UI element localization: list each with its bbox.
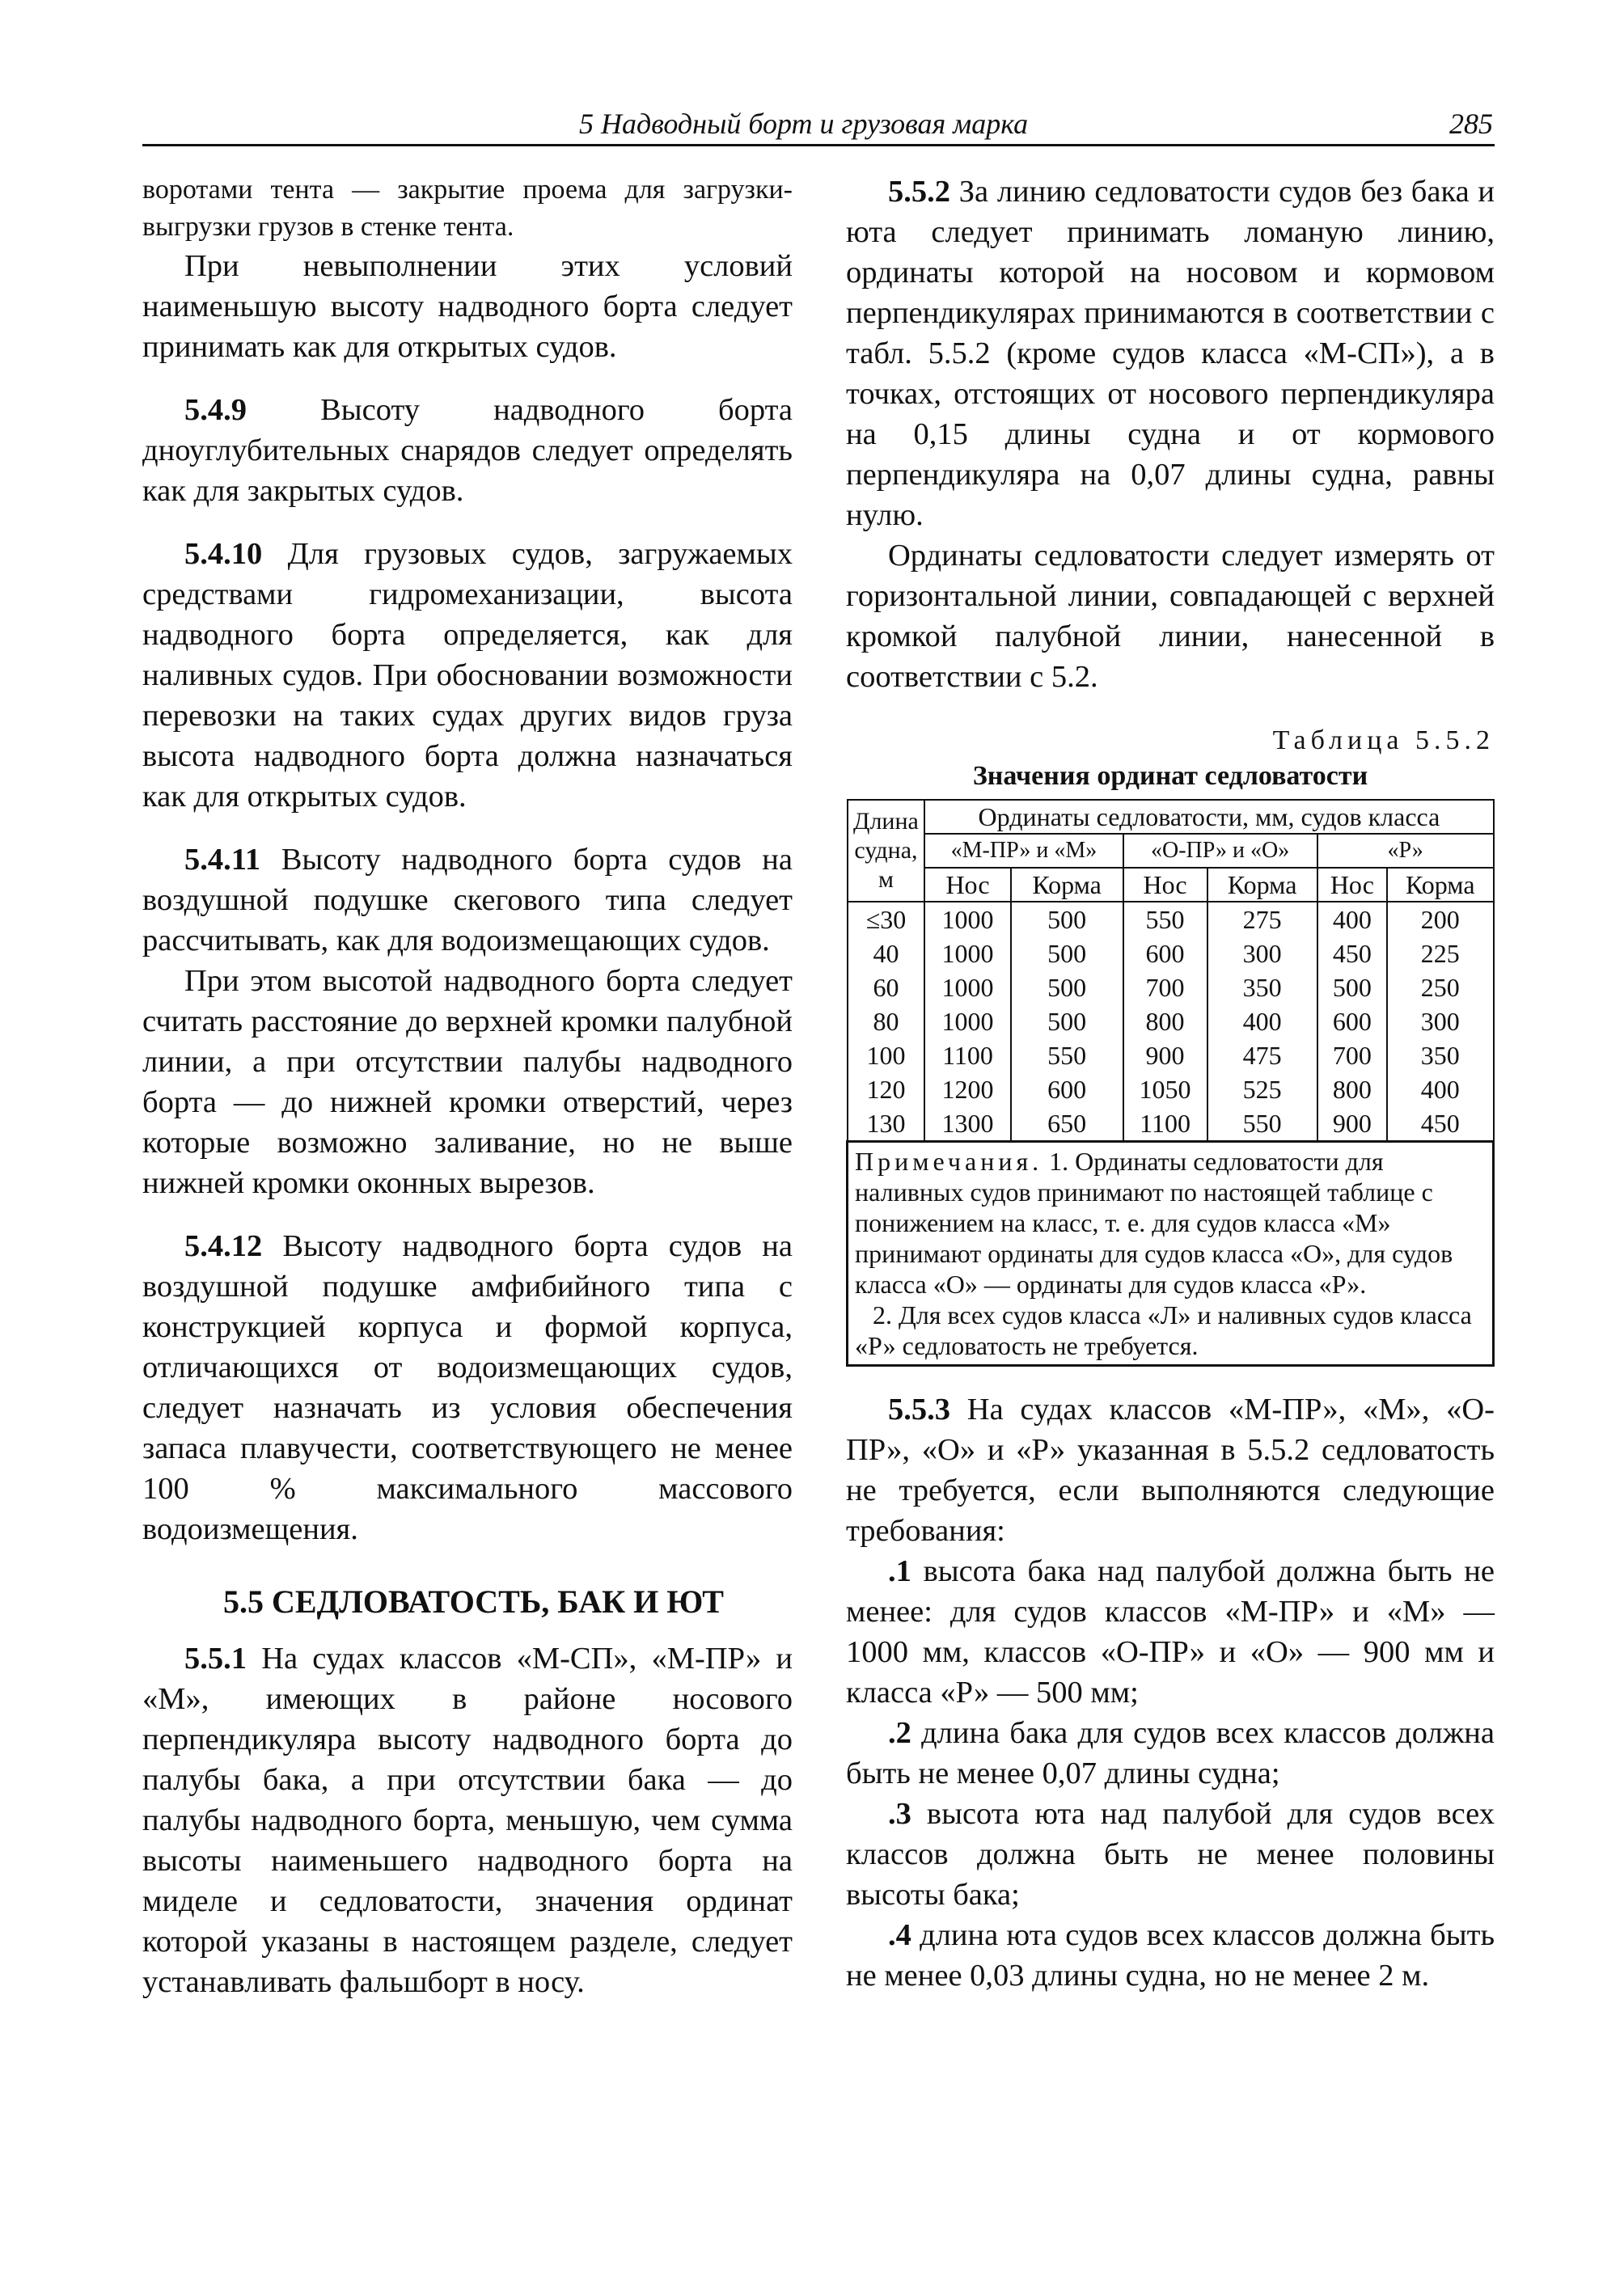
table-row: 130 1300 650 1100 550 900 450 [848, 1106, 1494, 1142]
list-item: .1 высота бака над палубой должна быть не менее: для судов классов «М-ПР» и «М» — 1000 мм, классов «О-ПР» и «О» — 900 мм и класса «Р» — 500 мм; [846, 1554, 1495, 1710]
table-row: 60 1000 500 700 350 500 250 [848, 970, 1494, 1004]
clause-number: 5.5.1 [184, 1642, 247, 1676]
clause-number: 5.4.11 [184, 843, 261, 877]
paragraph: 5.4.9 Высоту надводного борта дноуглубительных снарядов следует определять как для закрытых судов. [142, 393, 793, 508]
table-caption: Таблица 5.5.2 [1272, 725, 1495, 755]
paragraph: 5.5.2 За линию седловатости судов без бака и юта следует принимать ломаную линию, ординаты которой на носовом и кормовом перпендикулярах принимаются в соответствии с табл. 5.5.2 (кроме судов класса «М-СП»), а в точках, отстоящих от носового перпендикуляра на 0,15 длины судна и от кормового перпендикуляра на 0,07 длины судна, равны нулю. [846, 175, 1495, 532]
paragraph: При этом высотой надводного борта следует считать расстояние до верхней кромки палубной линии, а при отсутствии палубы надводного борта — до нижней кромки отверстий, через которые возможно заливание, но не выше нижней кромки оконных вырезов. [142, 964, 793, 1200]
page-number: 285 [1449, 108, 1493, 140]
paragraph: воротами тента — закрытие проема для загрузки-выгрузки грузов в стенке тента. [142, 175, 793, 242]
running-title: 5 Надводный борт и грузовая марка [579, 108, 1029, 140]
bow-header: Нос [1123, 868, 1207, 902]
clause-number: 5.5.3 [888, 1393, 950, 1427]
left-column [142, 171, 793, 2002]
table-row: 40 1000 500 600 300 450 225 [848, 936, 1494, 970]
list-item: .2 длина бака для судов всех классов должна быть не менее 0,07 длины судна; [846, 1716, 1495, 1790]
table-row: 120 1200 600 1050 525 800 400 [848, 1072, 1494, 1106]
paragraph: 5.5.3 На судах классов «М-ПР», «М», «О-ПР», «О» и «Р» указанная в 5.5.2 седловатость не требуется, если выполняются следующие требования: [846, 1393, 1495, 1548]
table-row: 100 1100 550 900 475 700 350 [848, 1038, 1494, 1072]
bow-header: Нос [1317, 868, 1387, 902]
clause-number: 5.5.2 [888, 175, 950, 209]
stern-header: Корма [1207, 868, 1317, 902]
paragraph: При невыполнении этих условий наименьшую высоту надводного борта следует принимать как для открытых судов. [142, 249, 793, 364]
class-header: «О-ПР» и «О» [1123, 834, 1317, 868]
stern-header: Корма [1387, 868, 1493, 902]
clause-number: 5.4.10 [184, 537, 263, 571]
paragraph: 5.5.1 На судах классов «М-СП», «М-ПР» и «М», имеющих в районе носового перпендикуляра высоту надводного борта до палубы бака, а при отсутствии бака — до палубы надводного борта, меньшую, чем сумма высоты наименьшего надводного борта на миделе и седловатости, значения ординат которой указаны в настоящем разделе, следует устанавливать фальшборт в носу. [142, 1642, 793, 1999]
list-item: .3 высота юта над палубой для судов всех классов должна быть не менее половины высоты бака; [846, 1797, 1495, 1912]
right-column [846, 171, 1495, 1996]
class-header: «Р» [1317, 834, 1494, 868]
table-title: Значения ординат седловатости [972, 761, 1368, 791]
paragraph: Ординаты седловатости следует измерять от горизонтальной линии, совпадающей с верхней кромкой палубной линии, нанесенной в соответствии с 5.2. [846, 539, 1495, 694]
section-heading: 5.5 СЕДЛОВАТОСТЬ, БАК И ЮТ [223, 1583, 724, 1620]
note-1: Примечания. 1. Ординаты седловатости для наливных судов принимают по настоящей таблице с понижением на класс, т. е. для судов класса «М» принимают ординаты для судов класса «О», для судов класса «О» — ординаты для судов класса «Р». [855, 1147, 1453, 1299]
list-item: .4 длина юта судов всех классов должна быть не менее 0,03 длины судна, но не менее 2 м. [846, 1918, 1495, 1993]
table-row: ≤30 1000 500 550 275 400 200 [848, 902, 1494, 936]
paragraph: 5.4.10 Для грузовых судов, загружаемых средствами гидромеханизации, высота надводного борта определяется, как для наливных судов. При обосновании возможности перевозки на таких судах других видов груза высота надводного борта должна назначаться как для открытых судов. [142, 537, 793, 814]
col-group: Ординаты седловатости, мм, судов класса [924, 800, 1493, 834]
class-header: «М-ПР» и «М» [924, 834, 1123, 868]
clause-number: 5.4.12 [184, 1229, 263, 1263]
paragraph: 5.4.11 Высоту надводного борта судов на воздушной подушке скегового типа следует рассчитывать, как для водоизмещающих судов. [142, 843, 793, 957]
note-2: 2. Для всех судов класса «Л» и наливных судов класса «Р» седловатость не требуется. [855, 1300, 1472, 1360]
sheer-table [846, 799, 1495, 1367]
col-length: Длина судна, м [848, 800, 925, 902]
running-header [142, 104, 1495, 146]
table-notes [848, 1142, 1494, 1366]
paragraph: 5.4.12 Высоту надводного борта судов на воздушной подушке амфибийного типа с конструкцией корпуса и формой корпуса, отличающихся от водоизмещающих судов, следует назначать из условия обеспечения запаса плавучести, соответствующего не менее 100 % максимального массового водоизмещения. [142, 1229, 793, 1546]
bow-header: Нос [924, 868, 1010, 902]
clause-number: 5.4.9 [184, 393, 247, 427]
stern-header: Корма [1011, 868, 1123, 902]
table-row: 80 1000 500 800 400 600 300 [848, 1004, 1494, 1038]
